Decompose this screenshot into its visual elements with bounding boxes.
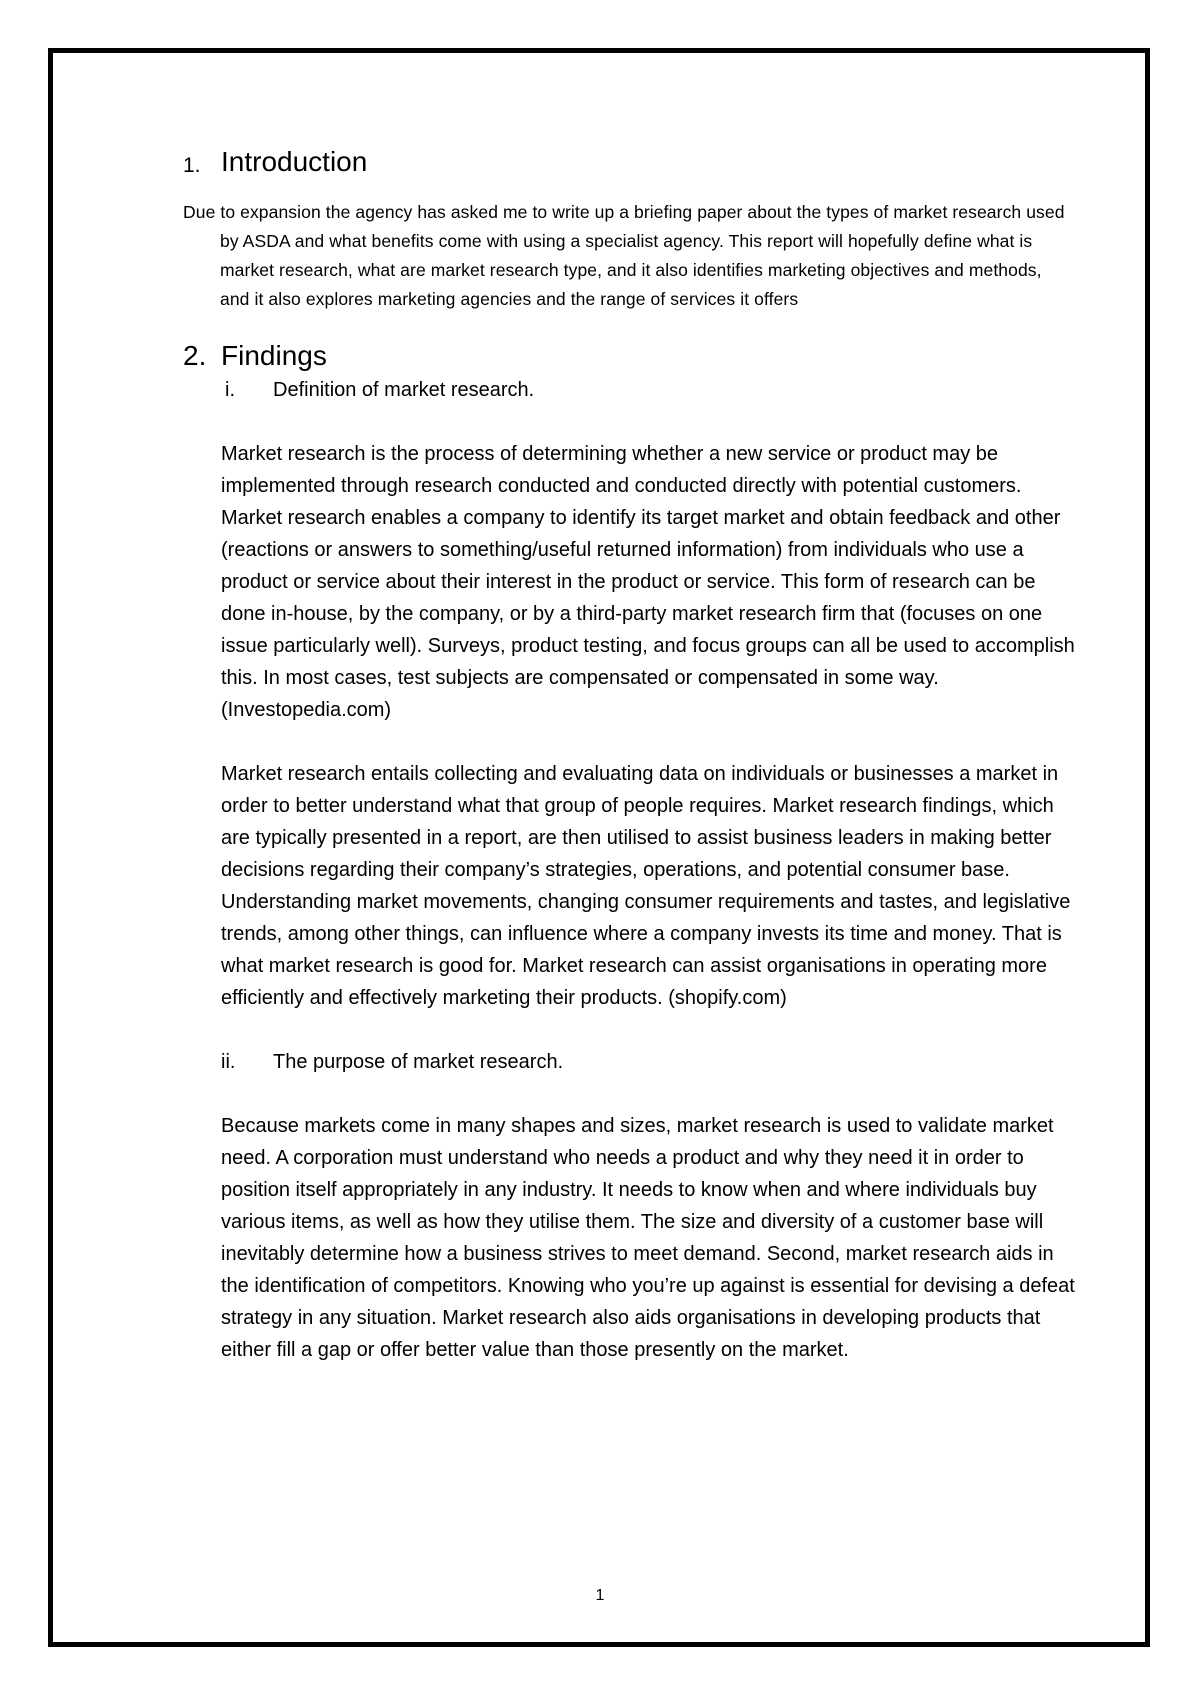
definition-paragraph-1: Market research is the process of determining whether a new service or product may be implemented through research conducted and conducted directly with potential customers. Market research enables a company to identify its target market and obtain feedback and other (reactions or answers to something/useful returned information) from individuals who use a product or service about their interest in the product or service. This form of research can be done in-house, by the company, or by a third-party market research firm that (focuses on one issue particularly well). Surveys, product testing, and focus groups can all be used to accomplish this. In most cases, test subjects are compensated or compensated in some way. (Investopedia.com) (221, 443, 1075, 721)
page-number: 1 (595, 1587, 605, 1604)
definition-paragraph-2: Market research entails collecting and evaluating data on individuals or businesses a market in order to better understand what that group of people requires. Market research findings, which are typically presented in a report, are then utilised to assist business leaders in making better decisions regarding their company’s strategies, operations, and potential consumer base. Understanding market movements, changing consumer requirements and tastes, and legislative trends, among other things, can influence where a company invests its time and money. That is what market research is good for. Market research can assist organisations in operating more efficiently and effectively marketing their products. (shopify.com) (221, 763, 1071, 1009)
introduction-paragraph: Due to expansion the agency has asked me to write up a briefing paper about the types of market research used by ASDA and what benefits come with using a specialist agency. This report will hopefully define what is market research, what are market research type, and it also identifies marketing objectives and methods, and it also explores marketing agencies and the range of services it offers (183, 202, 1065, 309)
section-title: Introduction (221, 146, 368, 177)
section-number: 1. (183, 154, 201, 177)
subsection-heading-definition (183, 374, 1073, 406)
subsection-title: Definition of market research. (273, 379, 535, 401)
subsection-heading-purpose (183, 1046, 1073, 1078)
purpose-paragraph-1: Because markets come in many shapes and sizes, market research is used to validate market need. A corporation must understand who needs a product and why they need it in order to position itself appropriately in any industry. It needs to know when and where individuals buy various items, as well as how they utilise them. The size and diversity of a customer base will inevitably determine how a business strives to meet demand. Second, market research aids in the identification of competitors. Knowing who you’re up against is essential for devising a defeat strategy in any situation. Market research also aids organisations in developing products that either fill a gap or offer better value than those presently on the market. (221, 1115, 1075, 1361)
section-number: 2. (183, 340, 207, 371)
subsection-title: The purpose of market research. (273, 1051, 564, 1073)
subsection-numeral: i. (225, 379, 235, 401)
subsection-numeral: ii. (221, 1051, 236, 1073)
section-heading-findings (183, 338, 1073, 374)
document-body (183, 144, 1073, 1366)
section-title: Findings (221, 340, 327, 371)
section-heading-introduction (183, 144, 1073, 184)
